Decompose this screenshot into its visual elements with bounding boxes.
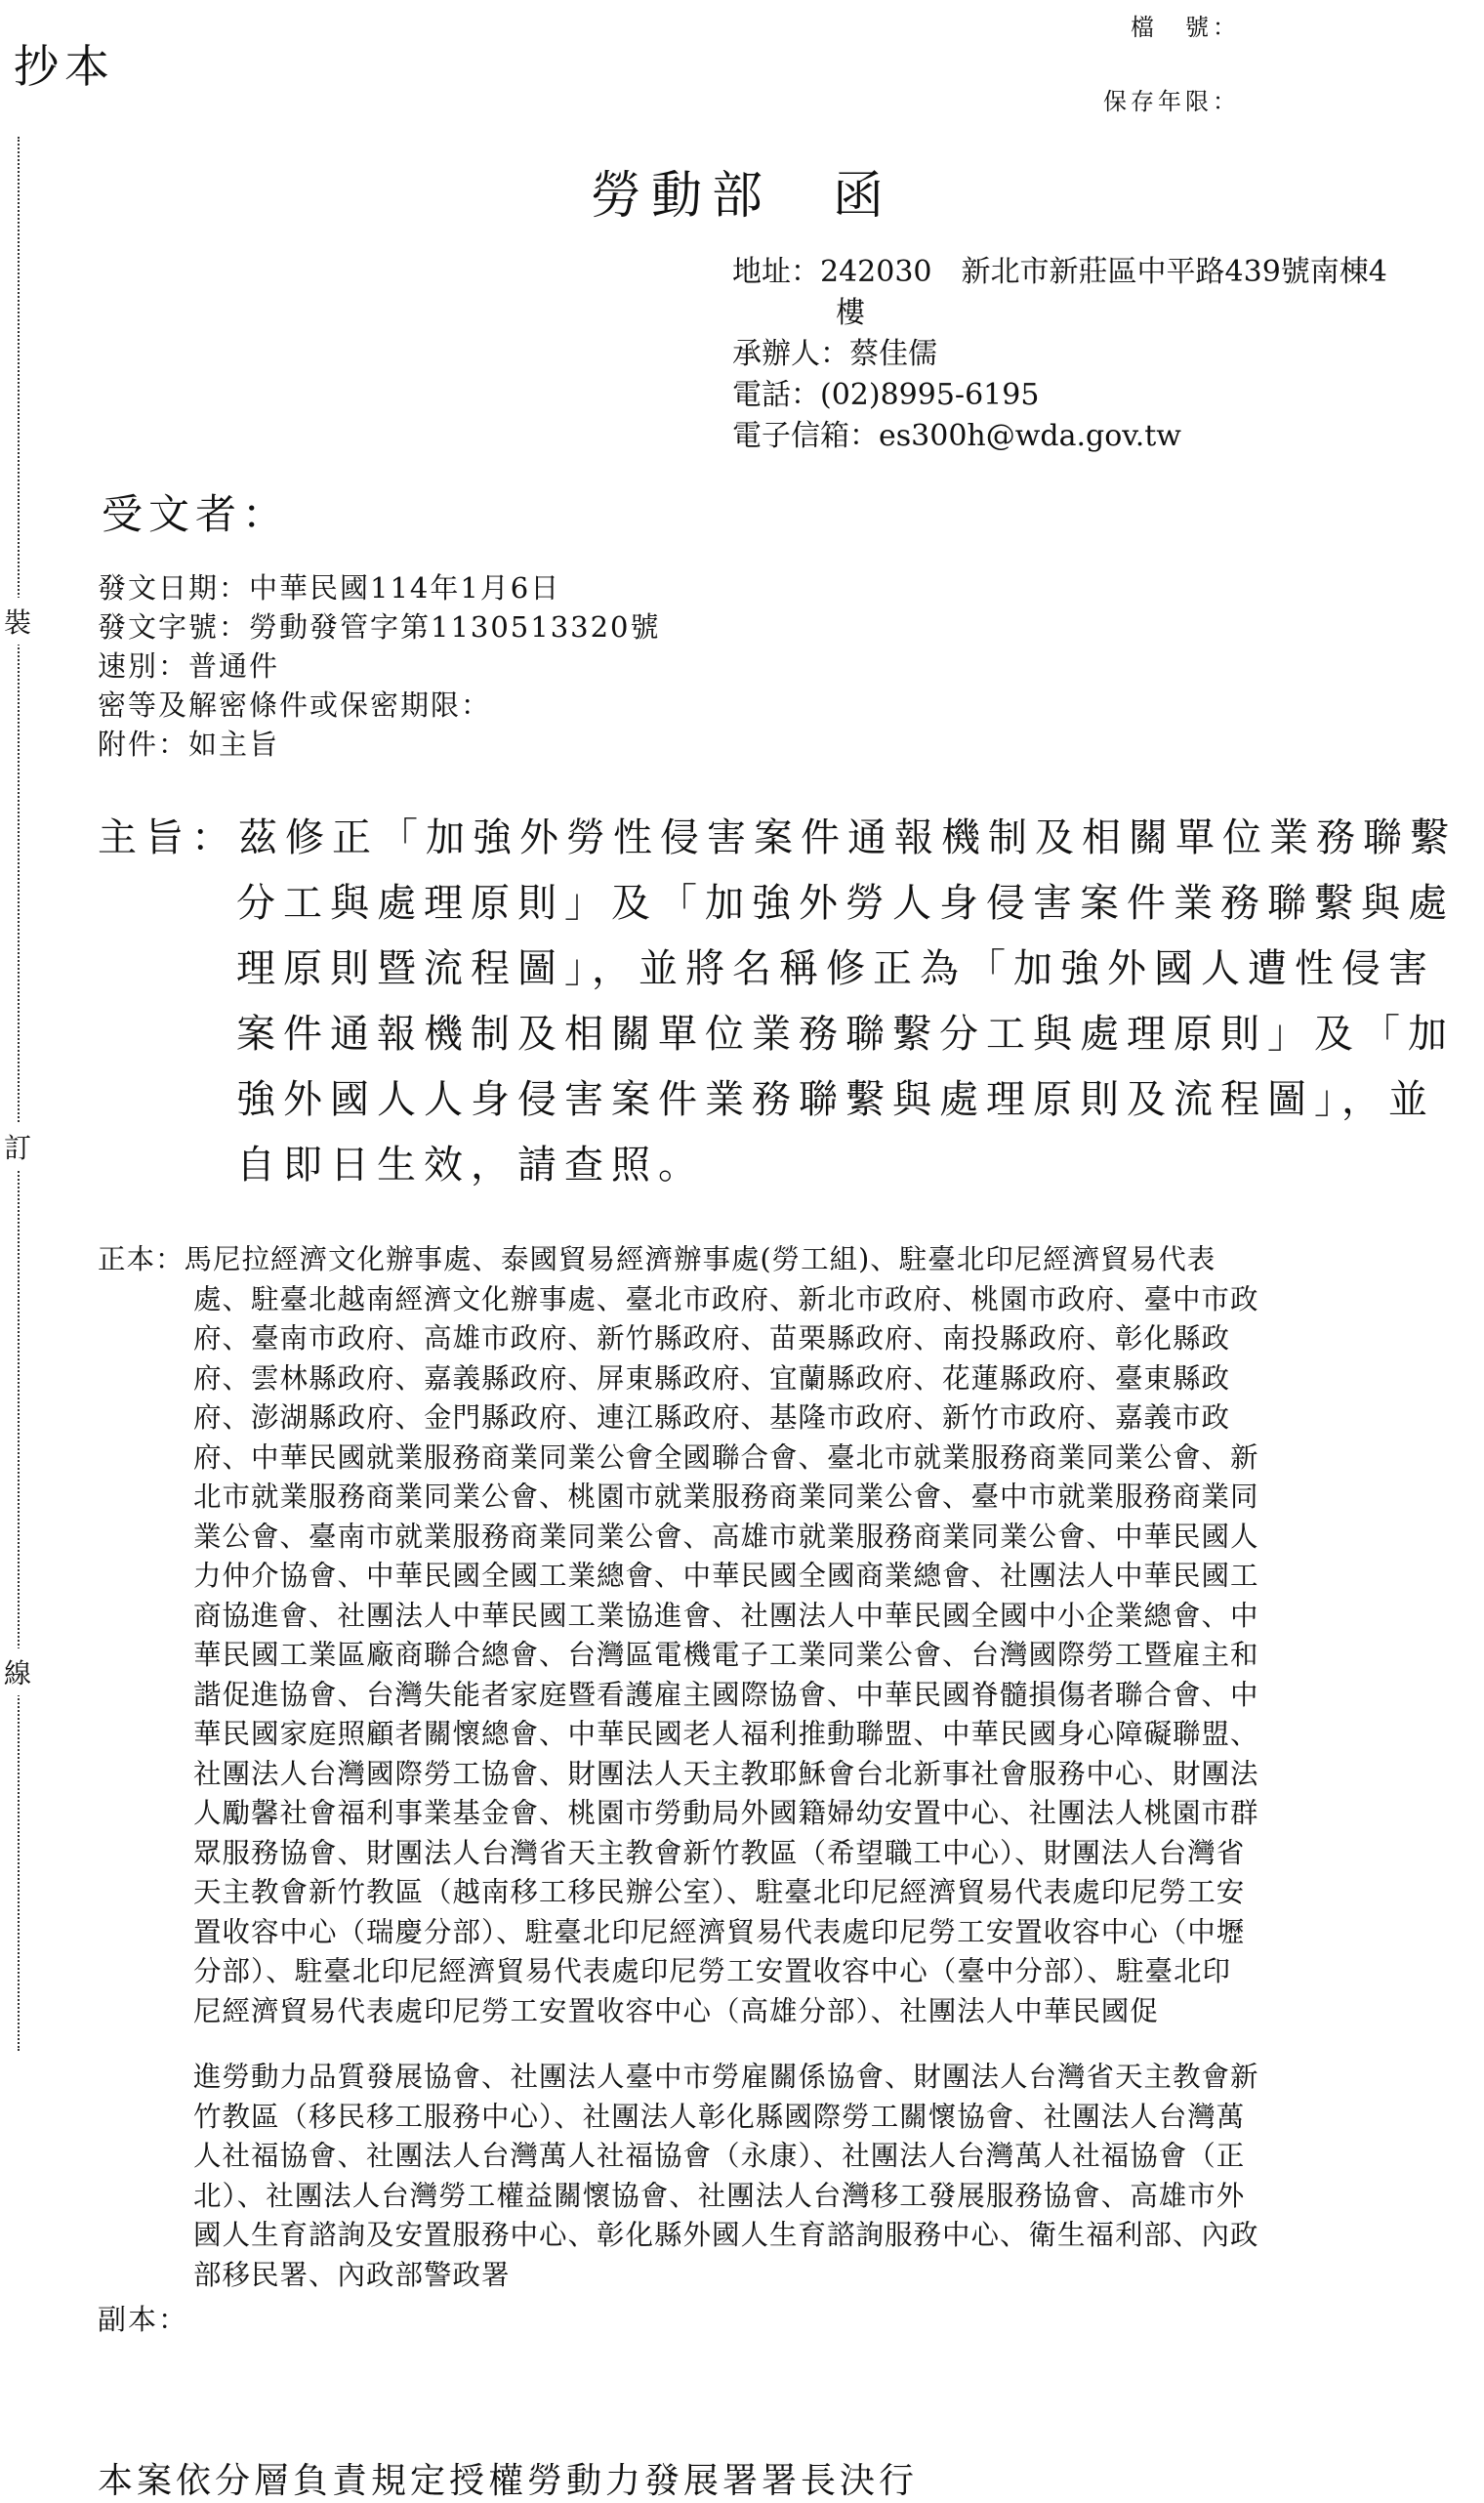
distribution-line: 北市就業服務商業同業公會、桃園市就業服務商業同業公會、臺中市就業服務商業同 <box>193 1481 1259 1513</box>
address-line-continued: 樓 <box>836 296 865 330</box>
distribution-line: 府、澎湖縣政府、金門縣政府、連江縣政府、基隆市政府、新竹市政府、嘉義市政 <box>193 1401 1231 1434</box>
subject-line: 分工與處理原則」及「加強外勞人身侵害案件業務聯繫與處 <box>236 881 1455 926</box>
copy-stamp: 抄本 <box>14 40 115 93</box>
priority: 速別：普通件 <box>98 649 280 683</box>
subject-section <box>98 806 1457 1198</box>
document-info <box>98 568 661 764</box>
distribution-line: 府、臺南市政府、高雄市政府、新竹縣政府、苗栗縣政府、南投縣政府、彰化縣政 <box>193 1322 1231 1355</box>
distribution-line: 眾服務協會、財團法人台灣省天主教會新竹教區（希望職工中心）、財團法人台灣省 <box>193 1836 1246 1869</box>
distribution-line: 置收容中心（瑞慶分部）、駐臺北印尼經濟貿易代表處印尼勞工安置收容中心（中壢 <box>193 1915 1246 1948</box>
document-title: 勞動部 函 <box>590 167 893 226</box>
binding-mark-bind: 裝 <box>4 598 31 645</box>
subject-line: 茲修正「加強外勞性侵害案件通報機制及相關單位業務聯繫 <box>238 815 1457 860</box>
distribution-line: 天主教會新竹教區（越南移工移民辦公室）、駐臺北印尼經濟貿易代表處印尼勞工安 <box>193 1876 1246 1908</box>
distribution-line: 府、雲林縣政府、嘉義縣政府、屏東縣政府、宜蘭縣政府、花蓮縣政府、臺東縣政 <box>193 1361 1231 1395</box>
distribution-continued <box>193 2058 1259 2295</box>
distribution-line: 國人生育諮詢及安置服務中心、彰化縣外國人生育諮詢服務中心、衛生福利部、內政 <box>193 2219 1259 2251</box>
distribution-line: 處、駐臺北越南經濟文化辦事處、臺北市政府、新北市政府、桃園市政府、臺中市政 <box>193 1282 1259 1315</box>
distribution-label: 正本： <box>98 1243 185 1275</box>
distribution-line: 進勞動力品質發展協會、社團法人臺中市勞雇關係協會、財團法人台灣省天主教會新 <box>193 2061 1259 2093</box>
authority-note: 本案依分層負責規定授權勞動力發展署署長決行 <box>98 2461 919 2501</box>
distribution-line: 華民國工業區廠商聯合總會、台灣區電機電子工業同業公會、台灣國際勞工暨雇主和 <box>193 1639 1259 1671</box>
subject-line: 案件通報機制及相關單位業務聯繫分工與處理原則」及「加 <box>236 1012 1455 1057</box>
distribution-line: 馬尼拉經濟文化辦事處、泰國貿易經濟辦事處(勞工組)、駐臺北印尼經濟貿易代表 <box>184 1243 1216 1275</box>
distribution-line: 人社福協會、社團法人台灣萬人社福協會（永康）、社團法人台灣萬人社福協會（正 <box>193 2140 1246 2172</box>
binding-mark-line: 線 <box>4 1648 31 1695</box>
copy-recipients-label: 副本： <box>98 2303 189 2336</box>
subject-line: 理原則暨流程圖」，並將名稱修正為「加強外國人遭性侵害 <box>236 946 1435 991</box>
issue-date: 發文日期：中華民國114年1月6日 <box>98 571 561 605</box>
document-number: 發文字號：勞動發管字第1130513320號 <box>98 610 661 644</box>
distribution-line: 商協進會、社團法人中華民國工業協進會、社團法人中華民國全國中小企業總會、中 <box>193 1599 1259 1632</box>
distribution-line: 力仲介協會、中華民國全國工業總會、中華民國全國商業總會、社團法人中華民國工 <box>193 1560 1259 1592</box>
distribution-line: 業公會、臺南市就業服務商業同業公會、高雄市就業服務商業同業公會、中華民國人 <box>193 1520 1259 1553</box>
distribution-first-line <box>98 1240 1259 1280</box>
distribution-line: 社團法人台灣國際勞工協會、財團法人天主教耶穌會台北新事社會服務中心、財團法 <box>193 1757 1259 1790</box>
subject-label: 主旨： <box>98 815 238 860</box>
retention-period-label: 保存年限： <box>1103 88 1240 115</box>
distribution-section <box>98 1240 1259 2031</box>
attachment: 附件：如主旨 <box>98 728 280 761</box>
distribution-line: 竹教區（移民移工服務中心）、社團法人彰化縣國際勞工關懷協會、社團法人台灣萬 <box>193 2100 1246 2133</box>
subject-line: 自即日生效，請查照。 <box>236 1143 705 1188</box>
address-line: 地址：242030 新北市新莊區中平路439號南棟4 <box>732 255 1387 289</box>
file-number-label: 檔 號： <box>1131 14 1240 41</box>
phone-line: 電話：(02)8995-6195 <box>732 378 1040 412</box>
distribution-line: 分部）、駐臺北印尼經濟貿易代表處印尼勞工安置收容中心（臺中分部）、駐臺北印 <box>193 1955 1232 1987</box>
subject-line: 強外國人人身侵害案件業務聯繫與處理原則及流程圖」，並 <box>236 1077 1435 1122</box>
confidentiality: 密等及解密條件或保密期限： <box>98 688 492 722</box>
distribution-line: 諧促進協會、台灣失能者家庭暨看護雇主國際協會、中華民國脊髓損傷者聯合會、中 <box>193 1678 1259 1711</box>
binding-mark-staple: 訂 <box>4 1123 31 1170</box>
distribution-line: 北）、社團法人台灣勞工權益關懷協會、社團法人台灣移工發展服務協會、高雄市外 <box>193 2179 1246 2212</box>
contact-block <box>732 252 1445 457</box>
binding-line <box>18 137 20 2051</box>
distribution-line: 尼經濟貿易代表處印尼勞工安置收容中心（高雄分部）、社團法人中華民國促 <box>193 1994 1159 2027</box>
distribution-line: 府、中華民國就業服務商業同業公會全國聯合會、臺北市就業服務商業同業公會、新 <box>193 1440 1259 1474</box>
email-line: 電子信箱：es300h@wda.gov.tw <box>732 419 1181 453</box>
distribution-line: 人勵馨社會福利事業基金會、桃園市勞動局外國籍婦幼安置中心、社團法人桃園市群 <box>193 1797 1259 1829</box>
distribution-line: 部移民署、內政部警政署 <box>193 2258 511 2291</box>
distribution-line: 華民國家庭照顧者關懷總會、中華民國老人福利推動聯盟、中華民國身心障礙聯盟、 <box>193 1718 1259 1750</box>
recipient-label: 受文者： <box>102 490 290 538</box>
subject-first-line <box>98 806 1457 871</box>
handler-line: 承辦人：蔡佳儒 <box>732 337 937 371</box>
